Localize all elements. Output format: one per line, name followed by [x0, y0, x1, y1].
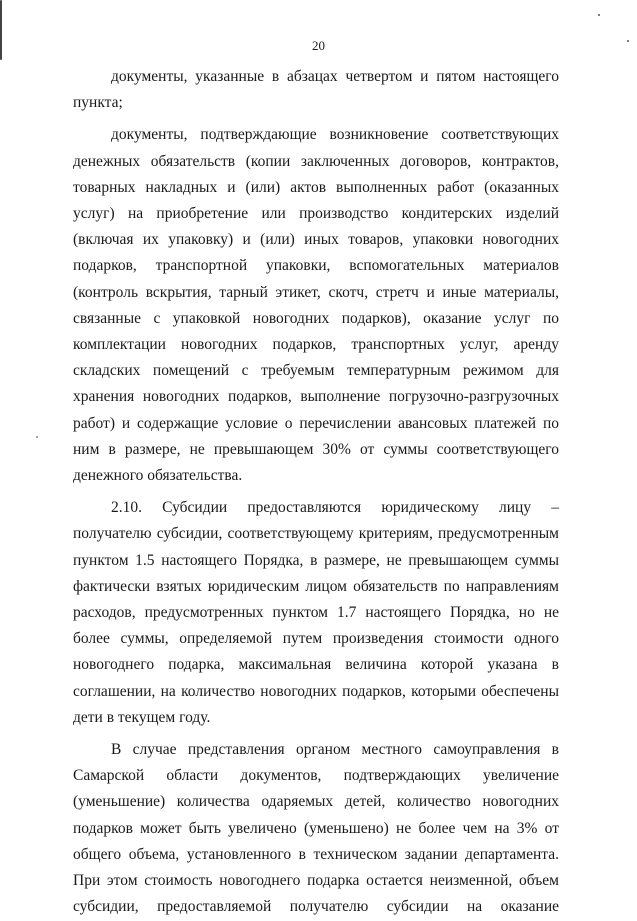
paragraph-clause-2-10: 2.10. Субсидии предоставляются юридическому лицу – получателю субсидии, соответствующему критериям, предусмотренным пунктом 1.5 настоящего Порядка, в размере, не превышающем суммы фактически взятых юридическим лицом обязательств по направлениям расходов, предусмотренных пунктом 1.7 настоящего Порядка, но не более суммы, определяемой путем произведения стоимости одного новогоднего подарка, максимальная величина которой указана в соглашении, на количество новогодних подарков, которыми обеспечены дети в текущем году. [73, 499, 559, 726]
scan-artifact [0, 0, 2, 60]
scan-artifact [627, 40, 629, 42]
scan-artifact [36, 436, 38, 438]
scan-artifact [598, 14, 600, 16]
document-body [73, 64, 559, 921]
paragraph-gift-count-change: В случае представления органом местного самоуправления в Самарской области документов, подтверждающих увеличение (уменьшение) количества одаряемых детей, количество новогодних подарков может быть увеличено (уменьшено) не более чем на 3% от общего объема, установленного в техническом задании департамента. При этом стоимость новогоднего подарка остается неизменной, объем субсидии, предоставляемой получателю субсидии на оказание [73, 741, 559, 916]
paragraph-documents-listed: документы, указанные в абзацах четвертом и пятом настоящего пункта; [73, 68, 559, 112]
paragraph-documents-obligations: документы, подтверждающие возникновение соответствующих денежных обязательств (копии заключенных договоров, контрактов, товарных накладных и (или) актов выполненных работ (оказанных услуг) на приобретение или производство кондитерских изделий (включая их упаковку) и (или) иных товаров, упаковки новогодних подарков, транспортной упаковки, вспомогательных материалов (контроль вскрытия, тарный этикет, скотч, стретч и иные материалы, связанные с упаковкой новогодних подарков), оказание услуг по комплектации новогодних подарков, транспортных услуг, аренду складских помещений с требуемым температурным режимом для хранения новогодних подарков, выполнение погрузочно-разгрузочных работ) и содержащие условие о перечислении авансовых платежей по ним в размере, не превышающем 30% от суммы соответствующего денежного обязательства. [73, 126, 559, 485]
page-number: 20 [312, 38, 325, 53]
